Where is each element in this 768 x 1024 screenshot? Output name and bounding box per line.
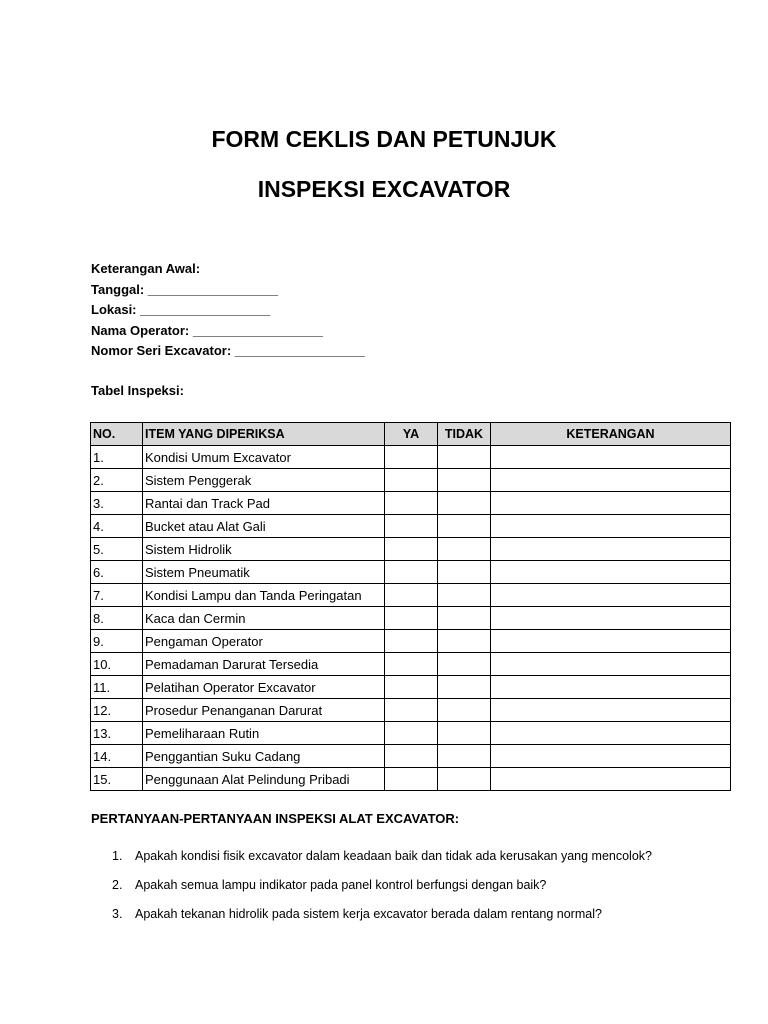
inspection-table [90,422,731,791]
row-ya-checkbox-cell[interactable] [385,469,438,492]
row-tidak-checkbox-cell[interactable] [438,722,491,745]
question-text: Apakah kondisi fisik excavator dalam keadaan baik dan tidak ada kerusakan yang mencolok? [135,849,652,863]
row-number-cell: 6. [91,561,143,584]
row-tidak-checkbox-cell[interactable] [438,492,491,515]
row-ya-checkbox-cell[interactable] [385,745,438,768]
question-item [112,878,652,907]
row-ya-checkbox-cell[interactable] [385,607,438,630]
row-number-cell: 14. [91,745,143,768]
row-number-cell: 2. [91,469,143,492]
row-tidak-checkbox-cell[interactable] [438,699,491,722]
column-header-item: ITEM YANG DIPERIKSA [143,423,385,446]
row-item-cell: Kaca dan Cermin [143,607,385,630]
initial-info-header: Keterangan Awal: [91,261,201,276]
row-ya-checkbox-cell[interactable] [385,492,438,515]
table-row [91,584,731,607]
location-field: Lokasi: __________________ [91,302,271,317]
column-header-tidak: TIDAK [438,423,491,446]
inspection-table-heading: Tabel Inspeksi: [91,383,184,398]
row-tidak-checkbox-cell[interactable] [438,768,491,791]
table-row [91,676,731,699]
row-keterangan-cell[interactable] [491,745,731,768]
row-tidak-checkbox-cell[interactable] [438,676,491,699]
table-row [91,745,731,768]
row-number-cell: 11. [91,676,143,699]
row-ya-checkbox-cell[interactable] [385,446,438,469]
row-tidak-checkbox-cell[interactable] [438,607,491,630]
row-number-cell: 3. [91,492,143,515]
row-ya-checkbox-cell[interactable] [385,630,438,653]
row-tidak-checkbox-cell[interactable] [438,584,491,607]
row-number-cell: 8. [91,607,143,630]
row-tidak-checkbox-cell[interactable] [438,630,491,653]
table-row [91,561,731,584]
row-number-cell: 13. [91,722,143,745]
row-tidak-checkbox-cell[interactable] [438,469,491,492]
row-tidak-checkbox-cell[interactable] [438,538,491,561]
row-keterangan-cell[interactable] [491,469,731,492]
question-item [112,907,652,936]
row-ya-checkbox-cell[interactable] [385,768,438,791]
row-item-cell: Pemeliharaan Rutin [143,722,385,745]
column-header-no: NO. [91,423,143,446]
row-item-cell: Rantai dan Track Pad [143,492,385,515]
row-ya-checkbox-cell[interactable] [385,561,438,584]
row-item-cell: Bucket atau Alat Gali [143,515,385,538]
row-item-cell: Sistem Pneumatik [143,561,385,584]
initial-info-section [91,259,365,362]
serial-number-field: Nomor Seri Excavator: __________________ [91,343,365,358]
row-keterangan-cell[interactable] [491,584,731,607]
row-item-cell: Prosedur Penanganan Darurat [143,699,385,722]
table-row [91,492,731,515]
column-header-ya: YA [385,423,438,446]
row-ya-checkbox-cell[interactable] [385,699,438,722]
row-tidak-checkbox-cell[interactable] [438,653,491,676]
row-keterangan-cell[interactable] [491,653,731,676]
questions-list [112,849,652,936]
question-number: 3. [112,907,123,921]
row-item-cell: Pelatihan Operator Excavator [143,676,385,699]
table-row [91,469,731,492]
table-header-row [91,423,731,446]
row-tidak-checkbox-cell[interactable] [438,745,491,768]
table-row [91,768,731,791]
column-header-keterangan: KETERANGAN [491,423,731,446]
row-tidak-checkbox-cell[interactable] [438,561,491,584]
row-keterangan-cell[interactable] [491,607,731,630]
row-ya-checkbox-cell[interactable] [385,584,438,607]
row-keterangan-cell[interactable] [491,492,731,515]
row-item-cell: Penggantian Suku Cadang [143,745,385,768]
row-tidak-checkbox-cell[interactable] [438,446,491,469]
row-ya-checkbox-cell[interactable] [385,722,438,745]
question-number: 1. [112,849,123,863]
row-item-cell: Sistem Hidrolik [143,538,385,561]
document-title: FORM CEKLIS DAN PETUNJUK [211,126,557,152]
row-number-cell: 4. [91,515,143,538]
row-keterangan-cell[interactable] [491,699,731,722]
row-item-cell: Kondisi Umum Excavator [143,446,385,469]
row-number-cell: 12. [91,699,143,722]
row-tidak-checkbox-cell[interactable] [438,515,491,538]
row-keterangan-cell[interactable] [491,722,731,745]
row-keterangan-cell[interactable] [491,630,731,653]
table-row [91,515,731,538]
question-number: 2. [112,878,123,892]
row-number-cell: 15. [91,768,143,791]
row-keterangan-cell[interactable] [491,515,731,538]
row-item-cell: Sistem Penggerak [143,469,385,492]
row-keterangan-cell[interactable] [491,676,731,699]
row-keterangan-cell[interactable] [491,561,731,584]
table-row [91,653,731,676]
row-number-cell: 5. [91,538,143,561]
row-item-cell: Penggunaan Alat Pelindung Pribadi [143,768,385,791]
table-row [91,607,731,630]
row-number-cell: 9. [91,630,143,653]
table-row [91,699,731,722]
questions-heading: PERTANYAAN-PERTANYAAN INSPEKSI ALAT EXCAVATOR: [91,811,460,826]
row-item-cell: Kondisi Lampu dan Tanda Peringatan [143,584,385,607]
row-number-cell: 10. [91,653,143,676]
table-row [91,538,731,561]
operator-name-field: Nama Operator: __________________ [91,322,324,338]
row-ya-checkbox-cell[interactable] [385,653,438,676]
table-row [91,722,731,745]
row-number-cell: 7. [91,584,143,607]
table-row [91,446,731,469]
document-subtitle: INSPEKSI EXCAVATOR [257,176,511,202]
row-item-cell: Pengaman Operator [143,630,385,653]
row-keterangan-cell[interactable] [491,768,731,791]
row-ya-checkbox-cell[interactable] [385,676,438,699]
row-ya-checkbox-cell[interactable] [385,515,438,538]
table-row [91,630,731,653]
date-field: Tanggal: __________________ [91,281,278,297]
row-keterangan-cell[interactable] [491,446,731,469]
question-text: Apakah semua lampu indikator pada panel kontrol berfungsi dengan baik? [135,878,547,892]
row-item-cell: Pemadaman Darurat Tersedia [143,653,385,676]
row-keterangan-cell[interactable] [491,538,731,561]
question-item [112,849,652,878]
question-text: Apakah tekanan hidrolik pada sistem kerja excavator berada dalam rentang normal? [135,907,602,921]
row-ya-checkbox-cell[interactable] [385,538,438,561]
row-number-cell: 1. [91,446,143,469]
